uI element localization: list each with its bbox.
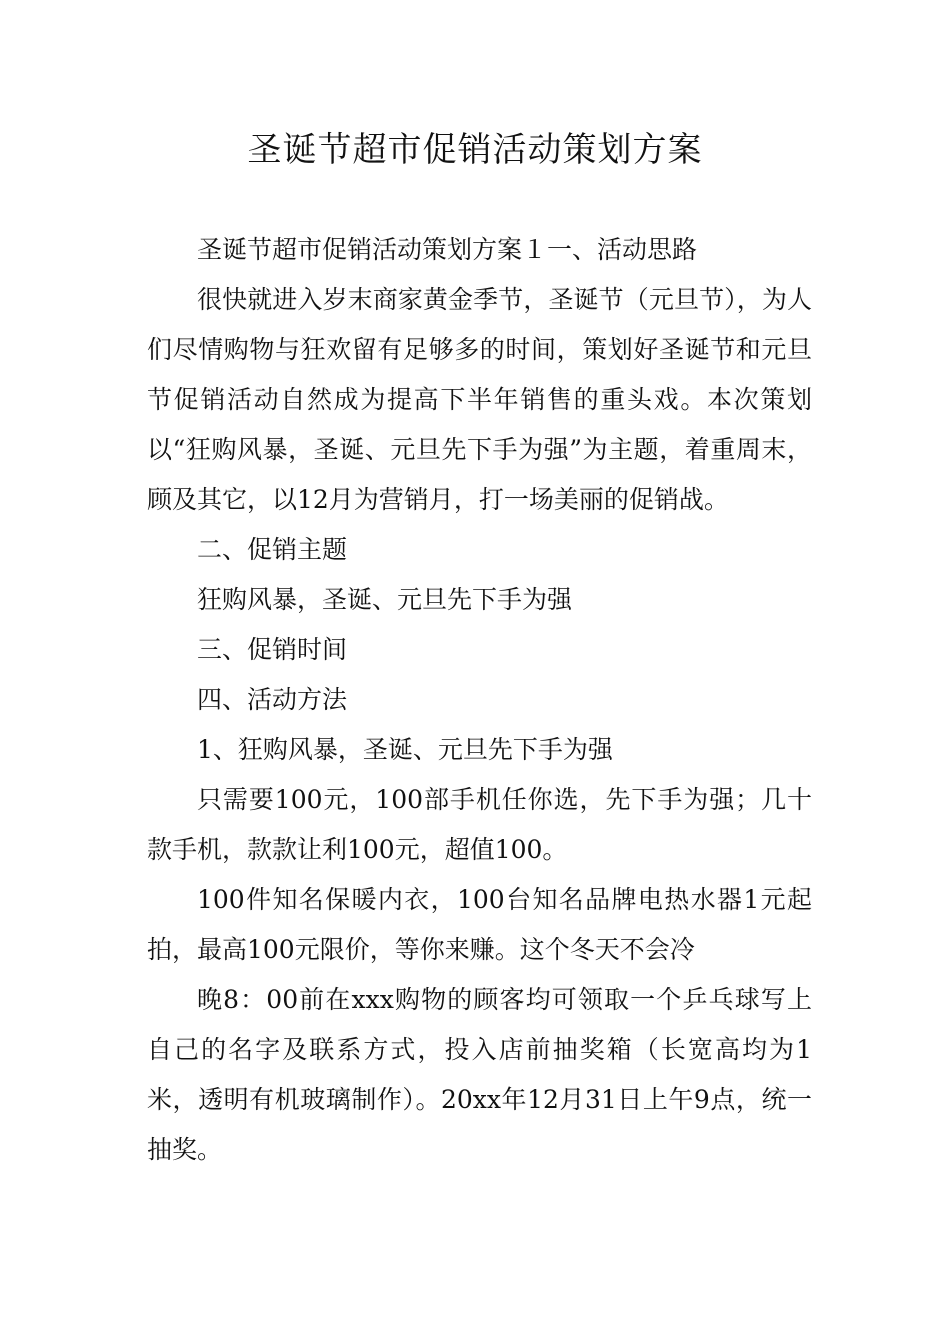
paragraph: 狂购风暴，圣诞、元旦先下手为强	[197, 585, 573, 614]
paragraph: 100件知名保暖内衣，100台知名品牌电热水器1元起拍，最高100元限价，等你来赚。这个冬天不会冷	[147, 885, 812, 964]
paragraph: 只需要100元，100部手机任你选，先下手为强；几十款手机，款款让利100元，超值100。	[147, 785, 812, 864]
paragraph: 圣诞节超市促销活动策划方案１一、活动思路	[197, 235, 698, 264]
section-heading: 三、促销时间	[197, 635, 348, 664]
section-heading: 四、活动方法	[197, 685, 348, 714]
paragraph: 晚8：00前在xxx购物的顾客均可领取一个乒乓球写上自己的名字及联系方式，投入店前抽奖箱（长宽高均为1米，透明有机玻璃制作）。20xx年12月31日上午9点，统一抽奖。	[147, 985, 812, 1164]
subsection-heading: 1、狂购风暴，圣诞、元旦先下手为强	[197, 735, 613, 764]
paragraph: 很快就进入岁末商家黄金季节，圣诞节（元旦节），为人们尽情购物与狂欢留有足够多的时间，策划好圣诞节和元旦节促销活动自然成为提高下半年销售的重头戏。本次策划以“狂购风暴，圣诞、元旦先下手为强”为主题，着重周末，顾及其它，以12月为营销月，打一场美丽的促销战。	[147, 285, 812, 514]
document-body	[147, 225, 812, 1175]
section-heading: 二、促销主题	[197, 535, 348, 564]
document-title: 圣诞节超市促销活动策划方案	[247, 130, 703, 170]
